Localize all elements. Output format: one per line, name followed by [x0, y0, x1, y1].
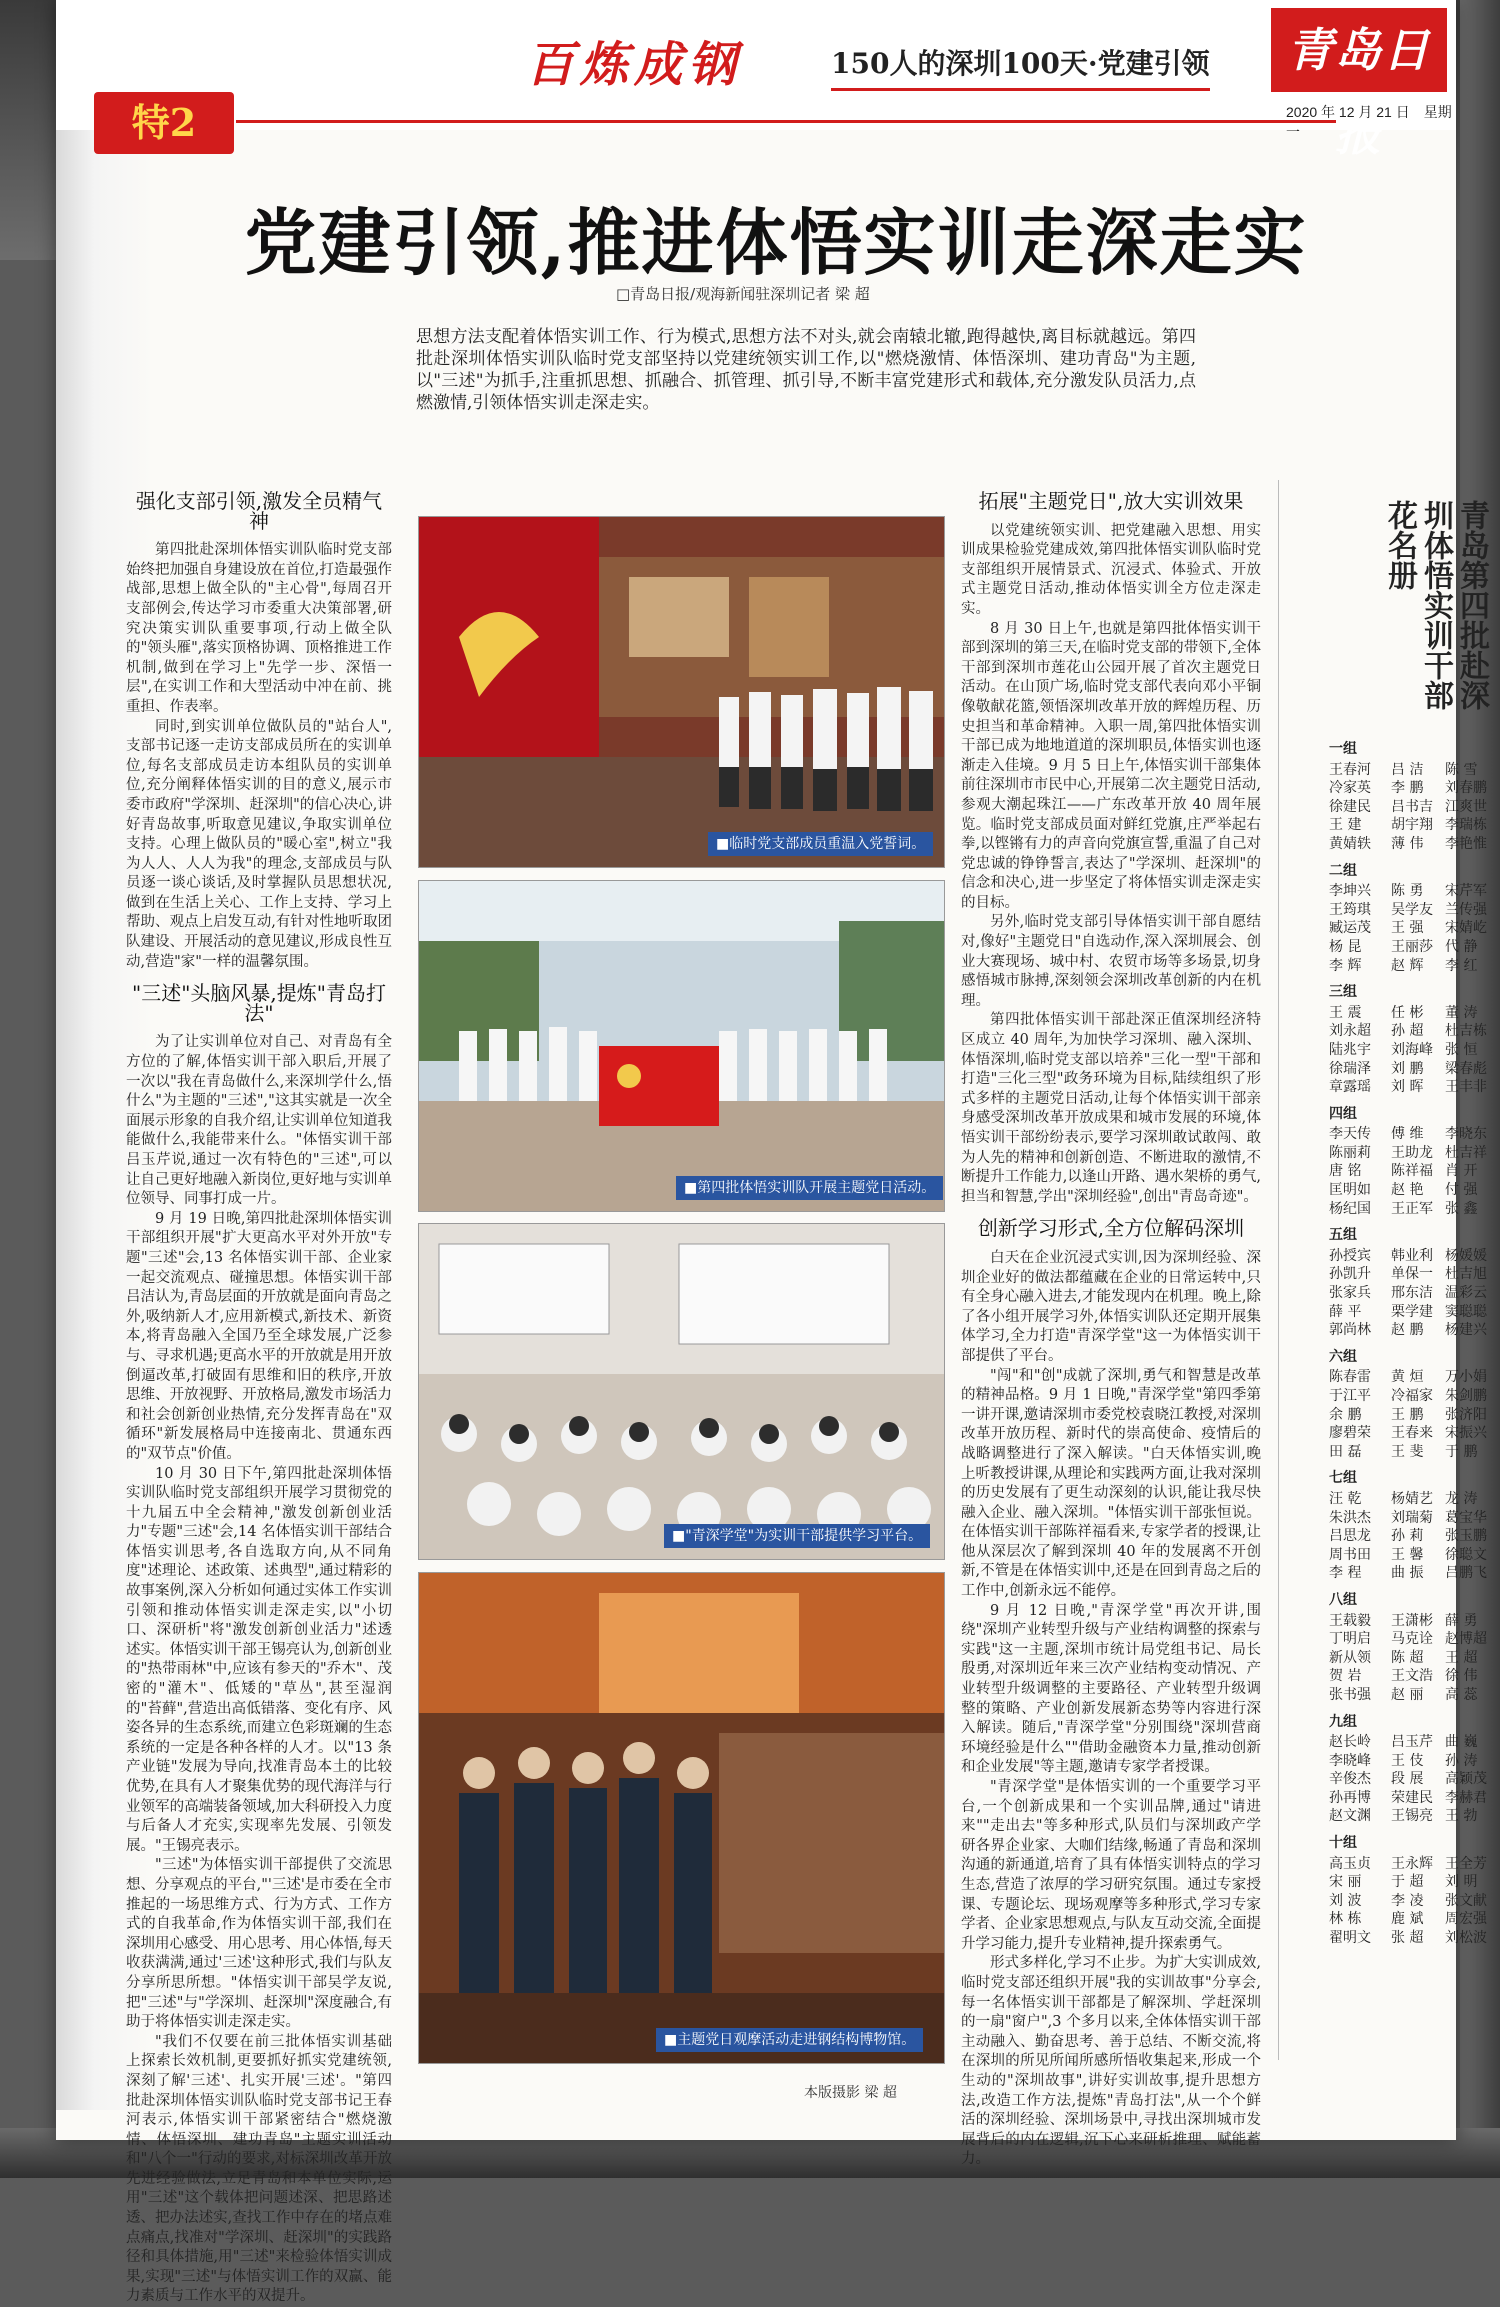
section-heading: "三述"头脑风暴,提炼"青岛打法"	[132, 981, 386, 1025]
roster-member-name: 廖碧荣	[1329, 1425, 1371, 1442]
roster-member-name: 孙 莉	[1391, 1528, 1424, 1545]
roster-member-name: 徐聪文	[1445, 1546, 1487, 1563]
photo-caption: ■第四批体悟实训队开展主题党日活动。	[676, 1176, 943, 1200]
byline: □青岛日报/观海新闻驻深圳记者 梁 超	[616, 285, 870, 303]
roster-group-name: 一组	[1329, 741, 1357, 757]
roster-member-name: 王 鹏	[1391, 1406, 1424, 1423]
roster-member-name: 于 超	[1391, 1874, 1424, 1891]
roster-member-name: 李晓峰	[1329, 1752, 1371, 1769]
roster-member-name: 赵 丽	[1391, 1686, 1424, 1703]
roster-member-name: 李坤兴	[1329, 883, 1371, 900]
photo-caption: ■主题党日观摩活动走进钢结构博物馆。	[656, 2028, 923, 2052]
roster-member-name: 唐 铭	[1329, 1163, 1362, 1180]
roster-member-name: 刘 晖	[1391, 1079, 1424, 1096]
section-heading: 拓展"主题党日",放大实训效果	[978, 489, 1244, 513]
column-right	[961, 489, 1261, 2168]
roster-member-name: 王丽莎	[1391, 938, 1433, 955]
roster-member-name: 单保一	[1391, 1266, 1433, 1283]
column-divider	[1278, 480, 1279, 2060]
roster-group-name: 八组	[1329, 1591, 1357, 1608]
roster-member-name: 张文献	[1445, 1892, 1487, 1909]
roster-member-name: 刘 波	[1329, 1892, 1362, 1909]
roster-member-name: 王潇彬	[1391, 1612, 1433, 1629]
roster-member-name: 余 鹏	[1329, 1406, 1362, 1423]
roster-member-name: 宋振兴	[1445, 1425, 1487, 1442]
roster-member-name: 刘永超	[1329, 1023, 1371, 1040]
roster-member-name: 王助龙	[1391, 1144, 1433, 1161]
roster-member-name: 江爽世	[1445, 798, 1487, 815]
roster-group-name: 二组	[1329, 862, 1357, 879]
roster-member-name: 龙 涛	[1445, 1490, 1478, 1507]
roster-member-name: 匡明如	[1329, 1182, 1371, 1199]
roster-group-name: 三组	[1329, 984, 1357, 1001]
roster-member-name: 王 勃	[1445, 1808, 1478, 1825]
roster-member-name: 孙凯升	[1329, 1266, 1371, 1283]
roster-member-name: 赵博超	[1445, 1631, 1487, 1648]
roster-member-name: 翟明文	[1329, 1930, 1371, 1947]
roster-member-name: 孙再博	[1329, 1789, 1371, 1806]
roster-member-name: 吕思龙	[1329, 1528, 1371, 1545]
roster-member-name: 周书田	[1329, 1546, 1371, 1563]
paragraph: 10 月 30 日下午,第四批赴深圳体悟实训队临时党支部组织开展学习贯彻党的十九届五中全会精神,"激发创新创业活力"专题"三述"会,14 名体悟实训干部结合体悟实训思考,各自选取方向,从不同角度"述理论、述政策、述典型",通过精彩的故事案例,深入分析如何通过实体工作实训引领和推动体悟实训走深走实,以"小切口、深研析"将"激发创新创业活力"述透述实。体悟实训干部王锡亮认为,创新创业的"热带雨林"中,应该有参天的"乔木"、茂密的"灌木"、低矮的"草丛",甚至湿润的"苔藓",营造出高低错落、变化有序、风姿各异的生态系统,而建立色彩斑斓的生态系统的一定是各种各样的人才。以"13 条产业链"发展为导向,找准青岛本土的比较优势,在具有人才聚集优势的现代海洋与行业领军的高端装备领域,加大科研投入力度与后备人才充实,实现率先发展、引领发展。"王锡亮表示。	[126, 1465, 392, 1854]
roster-group-members	[1329, 1612, 1499, 1705]
roster-member-name: 薛 平	[1329, 1303, 1362, 1320]
headline: 党建引领,推进体悟实训走深走实	[244, 200, 1308, 285]
photo-credit: 本版摄影 梁 超	[804, 2085, 897, 2101]
roster-member-name: 赵 鹏	[1391, 1322, 1424, 1339]
paragraph: 8 月 30 日上午,也就是第四批体悟实训干部到深圳的第三天,在临时党支部的带领下,全体干部到深圳市莲花山公园开展了首次主题党日活动。在山顶广场,临时党支部代表向邓小平铜像敬献花篮,领悟深圳改革开放的辉煌历程、历史担当和革命精神。入职一周,第四批体悟实训干部已成为地地道道的深圳职员,体悟实训也逐渐走入佳境。9 月 5 日上午,体悟实训干部集体前往深圳市市民中心,开展第二次主题党日活动,参观大潮起珠江——广东改革开放 40 周年展览。临时党支部成员面对鲜红党旗,庄严举起右拳,以铿锵有力的声音向党旗宣誓,重温了自己对党忠诚的铮铮誓言,表达了"学深圳、赶深圳"的信念和决心,进一步坚定了将体悟实训走深走实的目标。	[961, 620, 1261, 911]
roster-member-name: 傅 维	[1391, 1126, 1424, 1143]
column-slogan: 百炼成钢	[526, 37, 743, 93]
roster-member-name: 张 超	[1391, 1930, 1424, 1947]
roster-member-name: 王文浩	[1391, 1668, 1433, 1685]
roster-member-name: 章露瑶	[1329, 1079, 1371, 1096]
roster-member-name: 贺 岩	[1329, 1668, 1362, 1685]
roster-member-name: 王 斐	[1391, 1443, 1424, 1460]
roster-member-name: 张 鑫	[1445, 1200, 1478, 1217]
roster-member-name: 王载毅	[1329, 1612, 1371, 1629]
roster-group-name: 四组	[1329, 1105, 1357, 1122]
roster-member-name: 陈祥福	[1391, 1163, 1433, 1180]
roster-group-members	[1329, 1125, 1499, 1218]
roster-group-name: 九组	[1329, 1713, 1357, 1730]
roster-member-name: 冷家英	[1329, 780, 1371, 797]
roster-member-name: 张济阳	[1445, 1406, 1487, 1423]
roster-list	[1329, 740, 1499, 1948]
roster-member-name: 曲 巍	[1445, 1734, 1478, 1751]
roster-title: 青岛第四批赴深圳体悟实训干部花名册	[1382, 500, 1489, 710]
roster-member-name: 万小娟	[1445, 1369, 1487, 1386]
roster-member-name: 黄 烜	[1391, 1369, 1424, 1386]
roster-member-name: 董 涛	[1445, 1004, 1478, 1021]
roster-member-name: 周宏强	[1445, 1911, 1487, 1928]
roster-member-name: 汪 乾	[1329, 1490, 1362, 1507]
special-edition-tag: 特2	[94, 92, 234, 154]
roster-member-name: 栗学建	[1391, 1303, 1433, 1320]
roster-member-name: 陈 超	[1391, 1649, 1424, 1666]
roster-member-name: 王春河	[1329, 761, 1371, 778]
roster-member-name: 丁明启	[1329, 1631, 1371, 1648]
roster-member-name: 于江平	[1329, 1388, 1371, 1404]
roster-member-name: 吕玉芹	[1391, 1734, 1433, 1751]
roster-member-name: 杨纪国	[1329, 1200, 1371, 1217]
roster-member-name: 王 超	[1445, 1649, 1478, 1666]
roster-member-name: 杨 昆	[1329, 938, 1362, 955]
roster-member-name: 吴学友	[1391, 901, 1433, 918]
roster-member-name: 林 栋	[1329, 1911, 1362, 1928]
photo-caption: ■"青深学堂"为实训干部提供学习平台。	[664, 1524, 930, 1548]
roster-member-name: 朱剑鹏	[1445, 1388, 1487, 1404]
roster-member-name: 梁春彪	[1445, 1060, 1487, 1077]
roster-member-name: 兰传强	[1445, 901, 1487, 918]
section-heading: 强化支部引领,激发全员精气神	[135, 489, 383, 533]
roster-member-name: 赵 辉	[1391, 957, 1424, 974]
roster-member-name: 赵文渊	[1329, 1808, 1371, 1825]
roster-member-name: 胡宇翔	[1391, 817, 1433, 834]
roster-member-name: 王 建	[1329, 817, 1362, 834]
paragraph: 白天在企业沉浸式实训,因为深圳经验、深圳企业好的做法都蕴藏在企业的日常运转中,只有全身心融入进去,才能发现内在机理。晚上,除了各小组开展学习外,体悟实训队还定期开展集体学习,全力打造"青深学堂"这一为体悟实训干部提供了平台。	[961, 1249, 1261, 1364]
roster-member-name: 曲 振	[1391, 1565, 1424, 1582]
roster-member-name: 任 彬	[1391, 1004, 1424, 1021]
roster-member-name: 徐 伟	[1445, 1668, 1478, 1685]
roster-group-members	[1329, 761, 1499, 854]
paragraph: 以党建统领实训、把党建融入思想、用实训成果检验党建成效,第四批体悟实训队临时党支部组织开展情景式、沉浸式、体验式、开放式主题党日活动,推动体悟实训全方位走深走实。	[961, 522, 1261, 617]
roster-member-name: 孙 超	[1391, 1023, 1424, 1040]
roster-member-name: 杨建兴	[1445, 1322, 1487, 1339]
column-subtitle: 150人的深圳100天·党建引领	[831, 42, 1210, 91]
roster-group-members	[1329, 1247, 1499, 1340]
roster-member-name: 李天传	[1329, 1126, 1371, 1143]
roster-member-name: 吕书吉	[1391, 798, 1433, 815]
roster-member-name: 郭尚林	[1329, 1322, 1371, 1339]
masthead	[56, 0, 1456, 130]
roster-member-name: 李瑞栋	[1445, 817, 1487, 834]
roster-member-name: 吕鹏飞	[1445, 1565, 1487, 1582]
photo-oath-illustration	[419, 517, 944, 867]
roster-member-name: 杜吉栋	[1445, 1023, 1487, 1040]
roster-member-name: 辛俊杰	[1329, 1771, 1371, 1788]
roster-member-name: 陈春雷	[1329, 1369, 1371, 1386]
roster-member-name: 于 鹏	[1445, 1443, 1478, 1460]
roster-group-members	[1329, 882, 1499, 975]
roster-member-name: 陆兆宇	[1329, 1041, 1371, 1058]
roster-member-name: 张书强	[1329, 1686, 1371, 1703]
roster-member-name: 段 展	[1391, 1771, 1424, 1788]
roster-member-name: 王 馨	[1391, 1546, 1424, 1563]
column-left	[126, 489, 392, 2305]
roster-member-name: 刘瑞菊	[1391, 1509, 1433, 1526]
section-heading: 创新学习形式,全方位解码深圳	[977, 1216, 1245, 1241]
roster-member-name: 邢东洁	[1391, 1285, 1433, 1302]
roster-member-name: 李赫君	[1445, 1789, 1487, 1806]
roster-member-name: 王永辉	[1391, 1855, 1433, 1872]
roster-member-name: 王春来	[1391, 1425, 1433, 1442]
paragraph: 另外,临时党支部引导体悟实训干部自愿结对,像好"主题党日"自选动作,深入深圳展会、创业大赛现场、城中村、农贸市场等多场景,切身感悟城市脉搏,深刻领会深圳改革创新的内在机理。	[961, 914, 1261, 1009]
roster-member-name: 新从领	[1329, 1649, 1371, 1666]
roster-member-name: 韩业利	[1391, 1247, 1433, 1264]
photo-lecture	[418, 1223, 945, 1560]
roster-member-name: 马克诠	[1391, 1631, 1433, 1648]
roster-member-name: 孙 涛	[1445, 1752, 1478, 1769]
roster-member-name: 赵 艳	[1391, 1182, 1424, 1199]
newspaper-logo: 青岛日报	[1271, 8, 1447, 92]
paragraph: 9 月 12 日晚,"青深学堂"再次开讲,围绕"深圳产业转型升级与产业结构调整的探索与实践"这一主题,深圳市统计局党组书记、局长殷勇,对深圳近年来三次产业结构变动情况、产业转型升级调整的主要路径、产业转型升级调整的策略、产业创新发展新态势等内容进行深入解读。随后,"青深学堂"分别围绕"深圳营商环境经验是什么""借助金融资本力量,推动创新和企业发展"等主题,邀请专家学者授课。	[961, 1602, 1261, 1776]
roster-member-name: 刘春鹏	[1445, 780, 1487, 797]
roster-member-name: 张玉鹏	[1445, 1528, 1487, 1545]
roster-member-name: 王 伎	[1391, 1752, 1424, 1769]
roster-member-name: 李 凌	[1391, 1892, 1424, 1909]
roster-member-name: 王 震	[1329, 1004, 1362, 1021]
roster-member-name: 孙授宾	[1329, 1247, 1371, 1264]
roster-member-name: 薛 勇	[1445, 1612, 1478, 1629]
roster-member-name: 李 辉	[1329, 957, 1362, 974]
roster-member-name: 陈 雪	[1445, 761, 1478, 778]
roster-member-name: 王丰非	[1445, 1079, 1487, 1096]
roster-group-name: 五组	[1329, 1227, 1357, 1244]
roster-member-name: 张 恒	[1445, 1041, 1478, 1058]
roster-member-name: 田 磊	[1329, 1443, 1362, 1460]
roster-group-members	[1329, 1733, 1499, 1826]
roster-member-name: 王全芳	[1445, 1855, 1487, 1872]
roster-member-name: 高玉贞	[1329, 1855, 1371, 1872]
roster-member-name: 陈丽莉	[1329, 1144, 1371, 1161]
roster-member-name: 窦聪聪	[1445, 1303, 1487, 1320]
photo-oath	[418, 516, 945, 868]
masthead-rule	[236, 120, 1336, 123]
roster-member-name: 薄 伟	[1391, 835, 1424, 852]
roster-member-name: 王筠琪	[1329, 901, 1371, 918]
roster-member-name: 宋芹军	[1445, 883, 1487, 900]
roster-member-name: 温彩云	[1445, 1285, 1487, 1302]
roster-member-name: 鹿 斌	[1391, 1911, 1424, 1928]
roster-member-name: 黄婧轶	[1329, 835, 1371, 852]
roster-member-name: 杨婧艺	[1391, 1490, 1433, 1507]
roster-member-name: 刘松波	[1445, 1930, 1487, 1947]
roster-member-name: 王正军	[1391, 1200, 1433, 1217]
paragraph: 9 月 19 日晚,第四批赴深圳体悟实训干部组织开展"扩大更高水平对外开放"专题"三述"会,13 名体悟实训干部、企业家一起交流观点、碰撞思想。体悟实训干部吕洁认为,青岛层面的开放就是面向青岛之外,吸纳新人才,应用新模式,新技术、新资本,将青岛融入全国乃至全球发展,广泛参与、寻求机遇;更高水平的开放就是用开放倒逼改革,打破固有思维和旧的秩序,开放思维、开放视野、开放格局,激发市场活力和社会创新创业热情,充分发挥青岛在"双循环"新发展格局中连接南北、贯通东西的"双节点"价值。	[126, 1210, 392, 1462]
roster-member-name: 臧运茂	[1329, 920, 1371, 937]
roster-member-name: 王 强	[1391, 920, 1424, 937]
roster-member-name: 赵长岭	[1329, 1734, 1371, 1751]
roster-group-members	[1329, 1368, 1499, 1461]
roster-group-members	[1329, 1855, 1499, 1948]
roster-group-members	[1329, 1490, 1499, 1583]
paragraph: "青深学堂"是体悟实训的一个重要学习平台,一个创新成果和一个实训品牌,通过"请进来""走出去"等多种形式,队员们与深圳政产学研各界企业家、大咖们结缘,畅通了青岛和深圳沟通的新通道,培育了具有体悟实训特点的学习生态,营造了浓厚的学习研究氛围。通过专家授课、专题论坛、现场观摩等多种形式,学习专家学者、企业家思想观点,与队友互动交流,全面提升学习能力,提升专业精神,提升探索勇气。	[961, 1779, 1261, 1952]
roster-member-name: 李艳惟	[1445, 835, 1487, 852]
roster-member-name: 李 红	[1445, 957, 1478, 974]
roster-member-name: 冷福家	[1391, 1388, 1433, 1404]
roster-group-name: 十组	[1329, 1835, 1357, 1852]
roster-member-name: 肖 开	[1445, 1163, 1478, 1180]
roster-group-members	[1329, 1004, 1499, 1097]
roster-member-name: 徐建民	[1329, 798, 1371, 815]
paragraph: 第四批体悟实训干部赴深正值深圳经济特区成立 40 周年,为加快学习深圳、融入深圳、体悟深圳,临时党支部以培养"三化一型"干部和打造"三化三型"政务环境为目标,陆续组织了形式多样的主题党日活动,让每个体悟实训干部亲身感受深圳改革开放成果和城市发展的环境,体悟实训干部纷纷表示,要学习深圳敢试敢闯、敢为人先的精神和创新创造、不断进取的激情,不断提升工作能力,以逢山开路、遇水架桥的勇气,担当和智慧,学出"深圳经验",创出"青岛奇迹"。	[961, 1012, 1261, 1205]
roster-member-name: 刘 鹏	[1391, 1060, 1424, 1077]
roster-member-name: 张家兵	[1329, 1285, 1371, 1302]
photo-lecture-illustration	[419, 1224, 944, 1559]
roster-member-name: 吕 洁	[1391, 761, 1424, 778]
roster-member-name: 杨媛媛	[1445, 1247, 1487, 1264]
photo-caption: ■临时党支部成员重温入党誓词。	[708, 832, 933, 856]
roster-member-name: 李 鹏	[1391, 780, 1424, 797]
photo-party-day-illustration	[419, 881, 944, 1211]
roster-member-name: 高 蕊	[1445, 1686, 1478, 1703]
paragraph: 第四批赴深圳体悟实训队临时党支部始终把加强自身建设放在首位,打造最强作战部,思想上做全队的"主心骨",每周召开支部例会,传达学习市委重大决策部署,研究决策实训队重要事项,行动上做全队的"领头雁",落实顶格协调、顶格推进工作机制,做到在学习上"先学一步、深悟一层",在实训工作和大型活动中冲在前、挑重担、作表率。	[126, 542, 392, 715]
dateline: 2020 年 12 月 21 日 星期一	[1286, 104, 1452, 140]
paragraph: 同时,到实训单位做队员的"站台人",支部书记逐一走访支部成员所在的实训单位,每名支部成员走访本组队员的实训单位,充分阐释体悟实训的目的意义,展示市委市政府"学深圳、赶深圳"的信心决心,讲好青岛故事,听取意见建议,争取实训单位支持。心理上做队员的"暖心室",树立"我为人人、人人为我"的理念,支部成员与队员逐一谈心谈话,及时掌握队员思想状况,做到在生活上关心、工作上支持、学习上帮助、观点上启发互动,有针对性地听取团队建设、开展活动的意见建议,形成良性互动,营造"家"一样的温馨氛围。	[126, 718, 392, 970]
roster-group-name: 七组	[1329, 1470, 1357, 1487]
roster-member-name: 刘海峰	[1391, 1041, 1433, 1058]
paragraph: "我们不仅要在前三批体悟实训基础上探索长效机制,更要抓好抓实党建统领,深刻了解'三述'、扎实开展'三述'。"第四批赴深圳体悟实训队临时党支部书记王春河表示,体悟实训干部紧密结合"燃烧激情、体悟深圳、建功青岛"主题实训活动和"八个一"行动的要求,对标深圳改革开放先进经验做法,立足青岛和本单位实际,运用"三述"这个载体把问题述深、把思路述透、把办法述实,查找工作中存在的堵点难点痛点,找准对"学深圳、赶深圳"的实践路径和具体措施,用"三述"来检验体悟实训成果,实现"三述"与体悟实训工作的双赢、能力素质与工作水平的双提升。	[126, 2033, 392, 2305]
roster-member-name: 徐瑞泽	[1329, 1060, 1371, 1077]
paragraph: 形式多样化,学习不止步。为扩大实训成效,临时党支部还组织开展"我的实训故事"分享会,每一名体悟实训干部都是了解深圳、学赶深圳的一扇"窗户",3 个多月以来,全体体悟实训干部主动融入、勤奋思考、善于总结、不断交流,将在深圳的所见所闻所感所悟收集起来,形成一个生动的"深圳故事",讲好实训故事,提升思想方法,改造工作方法,提炼"青岛打法",从一个个鲜活的深圳经验、深圳场景中,寻找出深圳城市发展背后的内在逻辑,沉下心来研析推理、赋能蓄力。	[961, 1955, 1261, 2168]
roster-member-name: 杜吉旭	[1445, 1266, 1487, 1283]
roster-member-name: 李 程	[1329, 1565, 1362, 1582]
roster-group-name: 六组	[1329, 1348, 1357, 1365]
roster-member-name: 朱洪杰	[1329, 1509, 1371, 1526]
roster-member-name: 付 强	[1445, 1182, 1478, 1199]
newspaper-page	[56, 0, 1489, 2305]
roster-member-name: 王锡亮	[1391, 1808, 1433, 1825]
photo-museum-illustration	[419, 1573, 944, 2063]
roster-member-name: 代 静	[1445, 938, 1478, 955]
photo-museum	[418, 1572, 945, 2064]
roster-member-name: 高颖茂	[1445, 1771, 1487, 1788]
photo-party-day	[418, 880, 945, 1212]
roster-member-name: 宋 丽	[1329, 1874, 1362, 1891]
paragraph: "闯"和"创"成就了深圳,勇气和智慧是改革的精神品格。9 月 1 日晚,"青深学堂"第四季第一讲开课,邀请深圳市委党校袁晓江教授,对深圳改革开放历程、新时代的崇高使命、疫情后的战略调整进行了深入解读。"白天体悟实训,晚上听教授讲课,从理论和实践两方面,让我对深圳的历史发展有了更生动深刻的认识,能让我尽快融入企业、融入深圳。"体悟实训干部张恒说。在体悟实训干部陈祥福看来,专家学者的授课,让他从深层次了解到深圳 40 年的发展离不开创新,不管是在体悟实训中,还是在回到青岛之后的工作中,创新永远不能停。	[961, 1367, 1261, 1600]
roster-member-name: 宋婧屹	[1445, 920, 1487, 937]
roster-member-name: 李晓东	[1445, 1126, 1487, 1143]
roster-member-name: 杜吉祥	[1445, 1144, 1487, 1161]
paragraph: 为了让实训单位对自己、对青岛有全方位的了解,体悟实训干部入职后,开展了一次以"我在青岛做什么,来深圳学什么,悟什么"为主题的"三述","这其实就是一次全面展示形象的自我介绍,让实训单位知道我能做什么,我能带来什么。"体悟实训干部吕玉芹说,通过一次有特色的"三述",可以让自己更好地融入新岗位,更好地与实训单位领导、同事打成一片。	[126, 1034, 392, 1208]
lead-paragraph: 思想方法支配着体悟实训工作、行为模式,思想方法不对头,就会南辕北辙,跑得越快,离目标就越远。第四批赴深圳体悟实训队临时党支部坚持以党建统领实训工作,以"燃烧激情、体悟深圳、建功青岛"为主题,以"三述"为抓手,注重抓思想、抓融合、抓管理、抓引导,不断丰富党建形式和载体,充分激发队员活力,点燃激情,引领体悟实训走深走实。	[416, 327, 1196, 413]
roster-member-name: 陈 勇	[1391, 883, 1424, 900]
roster-member-name: 刘 明	[1445, 1874, 1478, 1891]
paragraph: "三述"为体悟实训干部提供了交流思想、分享观点的平台,"'三述'是市委在全市推起的一场思维方式、行为方式、工作方式的自我革命,作为体悟实训干部,我们在深圳用心感受、用心思考、用心体悟,每天收获满满,通过'三述'这种形式,我们与队友分享所思所想。"体悟实训干部吴学友说,把"三述"与"学深圳、赶深圳"深度融合,有助于将体悟实训走深走实。	[126, 1857, 392, 2031]
roster-member-name: 葛宝华	[1445, 1509, 1487, 1526]
roster-member-name: 荣建民	[1391, 1789, 1433, 1806]
